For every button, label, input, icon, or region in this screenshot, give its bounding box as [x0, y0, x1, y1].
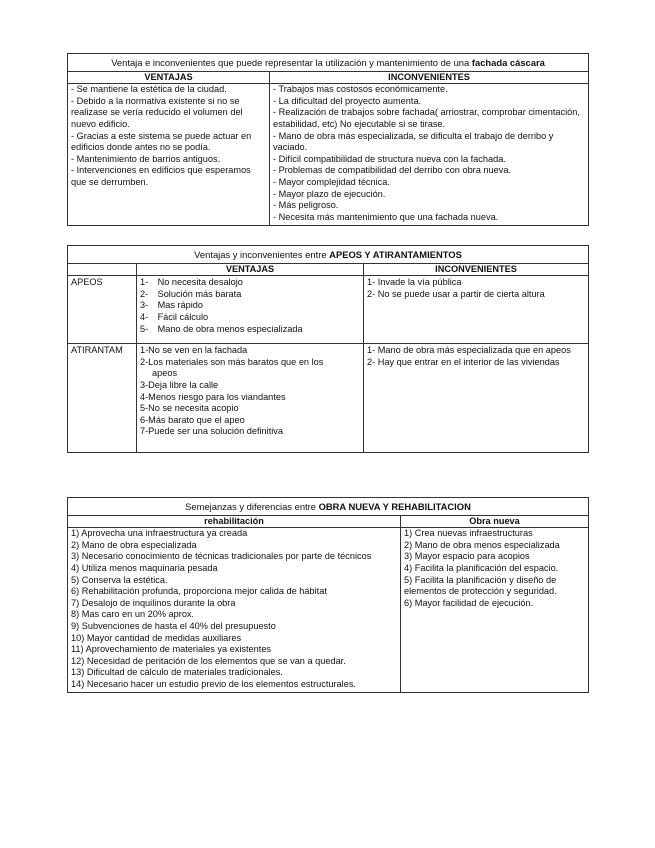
- list-item: 9) Subvenciones de hasta el 40% del presupuesto: [71, 620, 276, 631]
- list-item: 2) Mano de obra menos especializada: [404, 539, 560, 550]
- table1-title: [68, 54, 589, 72]
- list-item: 6) Rehabilitación profunda, proporciona mejor calida de hábitat: [71, 586, 327, 597]
- list-item: 1) Aprovecha una infraestructura ya creada: [71, 528, 248, 539]
- list-item: apeos: [152, 368, 178, 379]
- list-item: 5) Facilita la planificación y diseño de elementos de protección y seguridad.: [404, 574, 557, 597]
- list-item: [140, 312, 360, 324]
- table3-title-bold: OBRA NUEVA Y REHABILITACION: [318, 501, 471, 512]
- list-number: 3-: [140, 300, 149, 311]
- list-item: 3-Deja libre la calle: [140, 379, 219, 390]
- table1-header-inconvenientes: INCONVENIENTES: [270, 71, 589, 84]
- list-text: Mas rápido: [157, 300, 204, 311]
- table2-header-ventajas: VENTAJAS: [137, 263, 364, 276]
- apeos-ventajas-cell: [137, 276, 364, 344]
- list-item: 1-No se ven en la fachada: [140, 345, 248, 356]
- list-item: [140, 277, 360, 289]
- apeos-atirantamientos-table: [67, 245, 589, 453]
- rehabilitacion-cell: [68, 528, 401, 692]
- list-item: 14) Necesario hacer un estudio previo de los elementos estructurales.: [71, 678, 356, 689]
- table2-header-inconvenientes: INCONVENIENTES: [364, 263, 589, 276]
- list-number: 5-: [140, 323, 149, 334]
- list-item: 5) Conserva la estética.: [71, 574, 168, 585]
- list-item: 6-Más barato que el apeo: [140, 414, 245, 425]
- list-item: 3) Necesario conocimiento de técnicas tradicionales por parte de técnicos: [71, 551, 372, 562]
- list-item: 4-Menos riesgo para los viandantes: [140, 391, 286, 402]
- list-item: 2) Mano de obra especializada: [71, 539, 197, 550]
- row-label-atirantam: ATIRANTAM: [68, 344, 137, 453]
- list-item: 10) Mayor cantidad de medidas auxiliares: [71, 632, 242, 643]
- apeos-inconvenientes-cell: [364, 276, 589, 344]
- table1-inconvenientes-cell: [270, 84, 589, 226]
- table2-title-bold: APEOS Y ATIRANTAMIENTOS: [329, 249, 462, 260]
- list-item: - Mantenimiento de barrios antiguos.: [71, 153, 221, 164]
- list-item: - Más peligroso.: [273, 200, 339, 211]
- list-item: - Mayor complejidad técnica.: [273, 176, 390, 187]
- list-item: - Realización de trabajos sobre fachada( arriostrar, comprobar cimentación, estabilidad, etc) No ejecutable si se tirase.: [273, 107, 580, 129]
- list-item: 12) Necesidad de peritación de los elementos que se van a quedar.: [71, 655, 346, 666]
- obra-nueva-rehabilitacion-table: [67, 497, 589, 693]
- list-item: 1- Mano de obra más especializada que en apeos: [367, 345, 571, 356]
- list-text: Solución más barata: [157, 288, 242, 299]
- list-item: 5-No se necesita acopio: [140, 403, 239, 414]
- table2-header-empty: [68, 263, 137, 276]
- list-item: 8) Mas caro en un 20% aprox.: [71, 609, 195, 620]
- table3-header-rehabilitacion: rehabilitación: [68, 515, 401, 528]
- list-item: [140, 300, 360, 312]
- list-item: - Gracias a este sistema se puede actuar en edificios donde antes no se podía.: [71, 130, 252, 153]
- list-item: - Debido a la normativa existente si no se realizase se vería reducido el volumen del nuevo edificio.: [71, 95, 243, 129]
- table2-title-prefix: Ventajas y inconvenientes entre: [194, 249, 330, 260]
- list-item: 13) Dificultad de cálculo de materiales tradicionales.: [71, 667, 283, 678]
- table3-header-obra-nueva: Obra nueva: [401, 515, 589, 528]
- list-item: - Mano de obra más especializada, se dificulta el trabajo de derribo y vaciado.: [273, 130, 554, 153]
- list-item: 1) Crea nuevas infraestructuras: [404, 528, 533, 539]
- table1-ventajas-cell: [68, 84, 270, 226]
- atirantam-inconvenientes-cell: [364, 344, 589, 453]
- table1-header-ventajas: VENTAJAS: [68, 71, 270, 84]
- list-item: 4) Utiliza menos maquinaria pesada: [71, 562, 218, 573]
- table1-title-bold: fachada cáscara: [471, 57, 545, 68]
- list-item: - Se mantiene la estética de la ciudad.: [71, 84, 227, 95]
- fachada-cascara-table: [67, 53, 589, 226]
- list-item: - Intervenciones en edificios que esperamos que se derrumben.: [71, 165, 251, 187]
- list-item: 7-Puede ser una solución definitiva: [140, 426, 284, 437]
- list-item: 2- Hay que entrar en el interior de las viviendas: [367, 356, 560, 367]
- list-number: 1-: [140, 277, 149, 288]
- list-item: 3) Mayor espacio para acopios: [404, 551, 530, 562]
- obra-nueva-cell: [401, 528, 589, 692]
- list-item: - Necesita más mantenimiento que una fachada nueva.: [273, 211, 499, 222]
- list-item: - Difícil compatibilidad de structura nueva con la fachada.: [273, 153, 506, 164]
- atirantam-ventajas-cell: [137, 344, 364, 453]
- list-item: - Trabajos mas costosos económicamente.: [273, 84, 448, 95]
- table2-title: [68, 246, 589, 264]
- list-text: Mano de obra menos especializada: [157, 323, 303, 334]
- table3-title-prefix: Semejanzas y diferencias entre: [185, 501, 319, 512]
- list-item: 4) Facilita la planificación del espacio.: [404, 562, 559, 573]
- list-number: 2-: [140, 288, 149, 299]
- list-item: - Problemas de compatibilidad del derribo con obra nueva.: [273, 165, 511, 176]
- list-item: 7) Desalojo de inquilinos durante la obra: [71, 597, 236, 608]
- list-item: - La dificultad del proyecto aumenta.: [273, 95, 422, 106]
- row-label-apeos: APEOS: [68, 276, 137, 344]
- list-item: 11) Aprovechamiento de materiales ya existentes: [71, 644, 272, 655]
- list-item: 2-Los materiales son más baratos que en los: [140, 356, 324, 367]
- table1-title-prefix: Ventaja e inconvenientes que puede representar la utilización y mantenimiento de una: [111, 57, 472, 68]
- list-text: No necesita desalojo: [157, 277, 243, 288]
- list-item: [140, 324, 360, 336]
- table3-title: [68, 498, 589, 516]
- list-text: Fácil cálculo: [157, 311, 209, 322]
- list-number: 4-: [140, 311, 149, 322]
- list-item: [140, 289, 360, 301]
- list-item: 1- Invade la vía pública: [367, 277, 462, 288]
- list-item: 2- No se puede usar a partir de cierta altura: [367, 288, 545, 299]
- list-item: - Mayor plazo de ejecución.: [273, 188, 386, 199]
- list-item: 6) Mayor facilidad de ejecución.: [404, 597, 534, 608]
